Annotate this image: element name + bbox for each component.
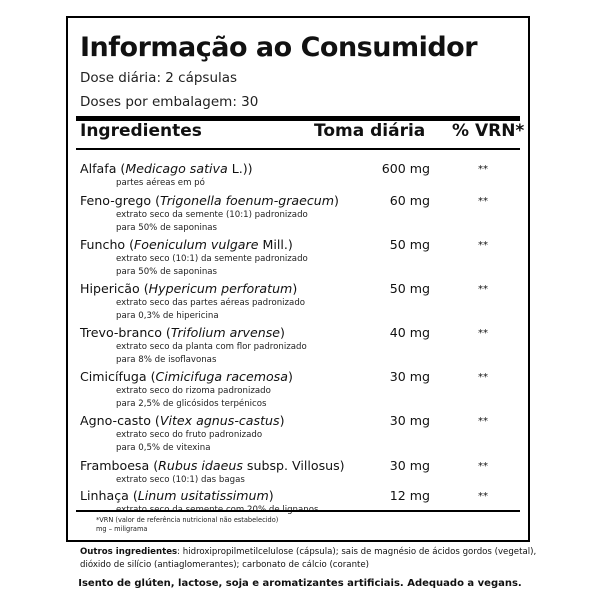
ingredient-dose: 50 mg: [389, 237, 430, 252]
ingredient-name: Linhaça (Linum usitatissimum): [80, 488, 274, 503]
ingredient-description: extrato seco (10:1) da semente padronizado: [116, 254, 308, 264]
ingredient-name: Funcho (Foeniculum vulgare Mill.): [80, 237, 293, 252]
ingredient-vrn: **: [478, 284, 488, 295]
dietary-disclaimer: Isento de glúten, lactose, soja e aromatizantes artificiais. Adequado a vegans.: [78, 578, 522, 589]
header-ingredients: Ingredientes: [80, 121, 202, 141]
ingredient-dose: 40 mg: [389, 325, 430, 340]
consumer-info-panel: [66, 16, 530, 542]
panel-title: Informação ao Consumidor: [80, 32, 478, 63]
ingredient-vrn: **: [478, 491, 488, 502]
ingredient-description: extrato seco do rizoma padronizado: [116, 386, 271, 396]
ingredient-description: extrato seco das partes aéreas padronizado: [116, 298, 306, 308]
footnote-vrn: *VRN (valor de referência nutricional não estabelecido): [96, 516, 279, 524]
ingredient-vrn: **: [478, 240, 488, 251]
footnote-mg: mg – miligrama: [96, 525, 148, 533]
ingredient-name: Cimicífuga (Cimicifuga racemosa): [80, 369, 293, 384]
ingredient-description: para 0,3% de hipericina: [116, 311, 219, 321]
header-vrn: % VRN*: [452, 121, 525, 141]
header-daily: Toma diária: [314, 121, 426, 141]
other-ingredients: [80, 546, 540, 571]
ingredient-vrn: **: [478, 461, 488, 472]
ingredient-vrn: **: [478, 372, 488, 383]
ingredient-vrn: **: [478, 416, 488, 427]
ingredient-name: Framboesa (Rubus idaeus subsp. Villosus): [80, 458, 345, 473]
ingredient-description: para 2,5% de glicósidos terpénicos: [116, 399, 267, 409]
ingredient-vrn: **: [478, 196, 488, 207]
ingredient-vrn: **: [478, 164, 488, 175]
table-bottom-rule: [76, 510, 520, 512]
ingredient-description: extrato seco da semente (10:1) padronizado: [116, 210, 308, 220]
ingredient-name: Trevo-branco (Trifolium arvense): [80, 325, 285, 340]
ingredient-description: partes aéreas em pó: [116, 178, 205, 188]
ingredient-description: para 50% de saponinas: [116, 223, 218, 233]
ingredient-description: extrato seco (10:1) das bagas: [116, 475, 245, 485]
ingredient-dose: 60 mg: [389, 193, 430, 208]
ingredient-name: Feno-grego (Trigonella foenum-graecum): [80, 193, 339, 208]
ingredient-dose: 30 mg: [389, 413, 430, 428]
ingredient-description: para 0,5% de vitexina: [116, 443, 211, 453]
ingredient-dose: 600 mg: [381, 161, 430, 176]
ingredient-description: para 8% de isoflavonas: [116, 355, 217, 365]
ingredient-name: Hipericão (Hypericum perforatum): [80, 281, 298, 296]
ingredient-description: extrato seco do fruto padronizado: [116, 430, 263, 440]
daily-dose: Dose diária: 2 cápsulas: [80, 70, 238, 86]
ingredient-dose: 30 mg: [389, 458, 430, 473]
ingredient-dose: 50 mg: [389, 281, 430, 296]
ingredient-description: extrato seco da planta com flor padronizado: [116, 342, 307, 352]
ingredient-description: para 50% de saponinas: [116, 267, 218, 277]
other-ingredients-text: : hidroxipropilmetilcelulose (cápsula); sais de magnésio de ácidos gordos (vegetal), dióxido de silício (antiaglomerantes); carbonato de cálcio (corante): [80, 547, 537, 570]
header-bottom-rule: [76, 148, 520, 150]
ingredient-name: Alfafa (Medicago sativa L.)): [80, 161, 253, 176]
doses-per-pack: Doses por embalagem: 30: [80, 94, 259, 110]
ingredient-vrn: **: [478, 328, 488, 339]
other-ingredients-label: Outros ingredientes: [80, 547, 178, 557]
ingredient-dose: 30 mg: [389, 369, 430, 384]
ingredient-name: Agno-casto (Vitex agnus-castus): [80, 413, 285, 428]
ingredient-dose: 12 mg: [389, 488, 430, 503]
